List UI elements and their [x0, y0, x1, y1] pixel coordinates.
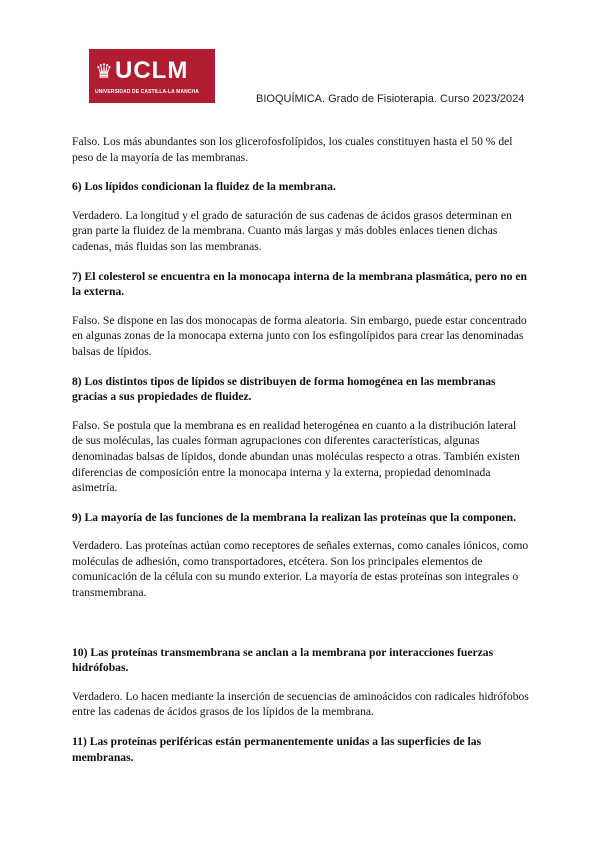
question-8: 8) Los distintos tipos de lípidos se distribuyen de forma homogénea en las membranas gracias a sus propiedades de fluidez.: [72, 374, 496, 404]
answer-10: Verdadero. Lo hacen mediante la inserción de secuencias de aminoácidos con radicales hidrófobos entre las cadenas de ácidos grasos de los lípidos de la membrana.: [72, 689, 529, 719]
logo-subtitle: UNIVERSIDAD DE CASTILLA-LA MANCHA: [95, 89, 199, 95]
answer-8: Falso. Se postula que la membrana es en realidad heterogénea en cuanto a la distribución lateral de sus moléculas, las cuales forman agrupaciones con diferentes características, algunas denominadas balsas de lípidos, donde abundan unas moléculas respecto a otras. También existen diferencias de composición entre la monocapa interna y la externa, propiedad denominada asimetría.: [72, 418, 520, 495]
answer-6: Verdadero. La longitud y el grado de saturación de sus cadenas de ácidos grasos determinan en gran parte la fluidez de la membrana. Cuanto más largas y más dobles enlaces tienen dichas cadenas, más fluidas son las membranas.: [72, 208, 512, 253]
document-body: [72, 134, 530, 778]
question-9: 9) La mayoría de las funciones de la membrana la realizan las proteínas que la componen.: [72, 510, 517, 524]
question-7: 7) El colesterol se encuentra en la monocapa interna de la membrana plasmática, pero no en la externa.: [72, 269, 527, 299]
university-emblem-icon: ♛: [95, 59, 113, 83]
section-gap: [72, 615, 530, 645]
question-11: 11) Las proteínas periféricas están permanentemente unidas a las superficies de las membranas.: [72, 735, 482, 764]
logo-wordmark: UCLM: [115, 57, 189, 84]
answer-7: Falso. Se dispone en las dos monocapas de forma aleatoria. Sin embargo, puede estar concentrado en algunas zonas de la monocapa externa junto con los esfingolípidos para crear las denominadas balsas de lípidos.: [72, 313, 527, 358]
university-logo: [89, 49, 215, 103]
question-10: 10) Las proteínas transmembrana se anclan a la membrana por interacciones fuerzas hidrófobas.: [72, 645, 494, 675]
answer-9: Verdadero. Las proteínas actúan como receptores de señales externas, como canales iónicos, como moléculas de adhesión, como transportadores, etcétera. Son los principales elementos de comunicación de la célula con su mundo exterior. La mayoría de estas proteínas son integrales o transmembrana.: [72, 539, 529, 600]
answer-5: Falso. Los más abundantes son los glicerofosfolípidos, los cuales constituyen hasta el 50 % del peso de la mayoría de las membranas.: [72, 135, 513, 164]
question-6: 6) Los lípidos condicionan la fluidez de la membrana.: [72, 180, 336, 194]
course-header-title: BIOQUÍMICA. Grado de Fisioterapia. Curso 2023/2024: [256, 93, 525, 105]
